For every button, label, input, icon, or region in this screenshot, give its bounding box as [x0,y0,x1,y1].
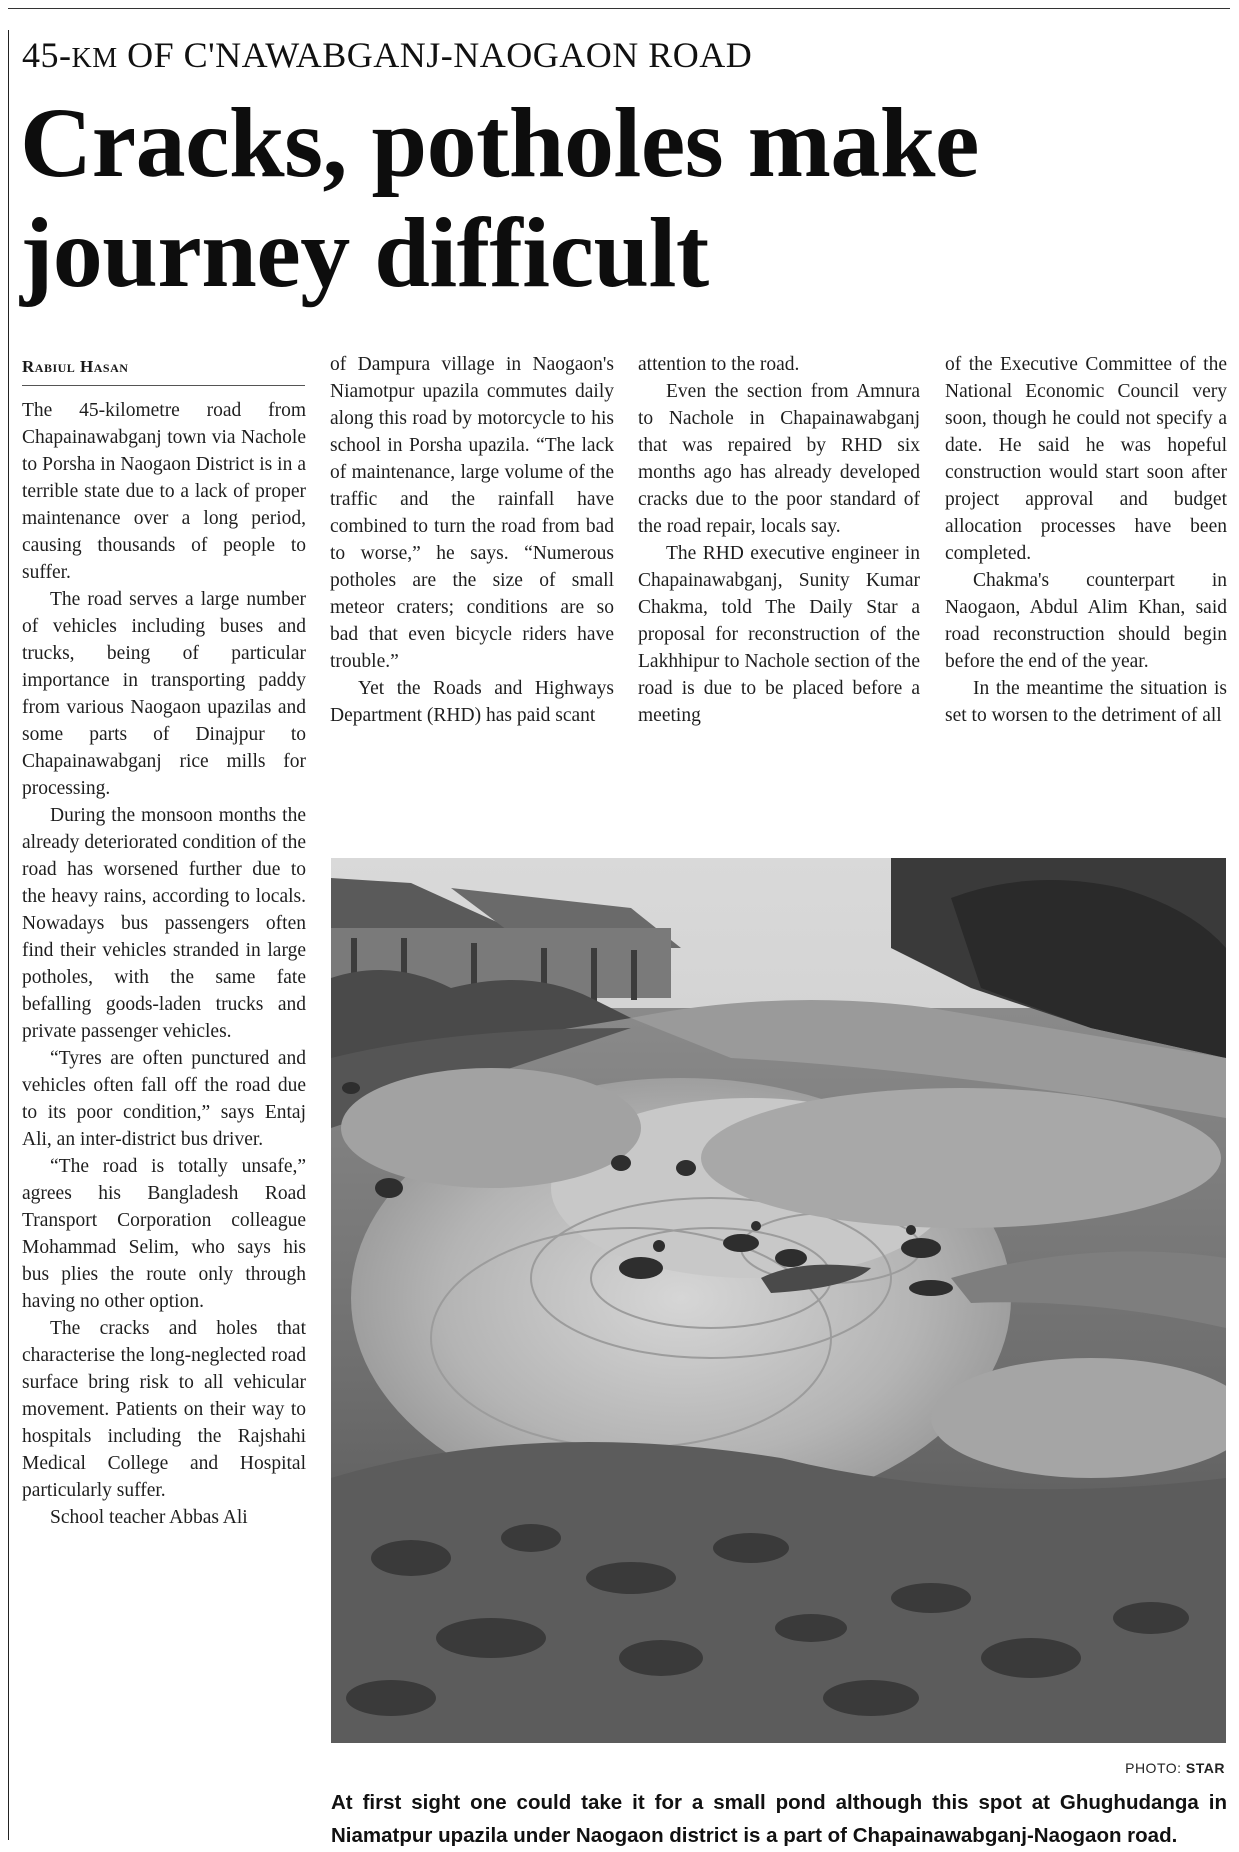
paragraph: The road serves a large number of vehicles including buses and trucks, being of particular importance in transporting paddy from various Naogaon upazilas and some parts of Dinajpur to Chapainawabganj rice mills for processing. [22,589,306,799]
column-3 [638,351,920,729]
paragraph: Even the section from Amnura to Nachole in Chapainawabganj that was repaired by RHD six months ago has already developed cracks due to the poor standard of the road repair, locals say. [638,381,920,537]
top-rule [8,8,1230,9]
byline: Rabiul Hasan [22,357,129,376]
paragraph: attention to the road. [638,354,800,375]
paragraph: In the meantime the situation is set to worsen to the detriment of all [945,678,1227,726]
paragraph: Yet the Roads and Highways Department (RHD) has paid scant [330,678,614,726]
paragraph: During the monsoon months the already deteriorated condition of the road has worsened further due to the heavy rains, according to locals. Nowadays bus passengers often find their vehicles stranded in large potholes, with the same fate befalling goods-laden trucks and private passenger vehicles. [22,805,306,1042]
kicker-lead: 45- [22,35,72,75]
byline-rule [22,385,305,386]
paragraph: The 45-kilometre road from Chapainawabganj town via Nachole to Porsha in Naogaon District is in a terrible state due to a lack of proper maintenance over a long period, causing thousands of people to suffer. [22,400,306,583]
kicker-km: KM [71,43,118,74]
paragraph: The RHD executive engineer in Chapainawabganj, Sunity Kumar Chakma, told The Daily Star a proposal for reconstruction of the Lakhhipur to Nachole section of the road is due to be placed before a meeting [638,543,920,726]
paragraph: The cracks and holes that characterise the long-neglected road surface bring risk to all vehicular movement. Patients on their way to hospitals including the Rajshahi Medical College and Hospital particularly suffer. [22,1318,306,1501]
column-1 [22,397,306,1531]
headline: Cracks, potholes make journey difficult [20,87,979,308]
paragraph: “The road is totally unsafe,” agrees his Bangladesh Road Transport Corporation colleague Mohammad Selim, who says his bus plies the route only through having no other option. [22,1156,306,1312]
paragraph: of the Executive Committee of the National Economic Council very soon, though he could not specify a date. He said he was hopeful construction would start soon after project approval and budget allocation processes have been completed. [945,354,1227,564]
kicker-rest: OF C'NAWABGANJ-NAOGAON ROAD [117,35,753,75]
paragraph: “Tyres are often punctured and vehicles often fall off the road due to its poor condition,” says Entaj Ali, an inter-district bus driver. [22,1048,306,1150]
kicker [22,34,752,76]
paragraph: of Dampura village in Naogaon's Niamotpur upazila commutes daily along this road by motorcycle to his school in Porsha upazila. “The lack of maintenance, large volume of the traffic and the rainfall have combined to turn the road from bad to worse,” he says. “Numerous potholes are the size of small meteor craters; conditions are so bad that even bicycle riders have trouble.” [330,354,614,672]
photo-credit [1125,1760,1225,1776]
column-2 [330,351,614,729]
photo-credit-source: STAR [1185,1760,1225,1776]
photo-caption: At first sight one could take it for a small pond although this spot at Ghughudanga in Niamatpur upazila under Naogaon district is a part of Chapainawabganj-Naogaon road. [331,1791,1227,1847]
paragraph: Chakma's counterpart in Naogaon, Abdul Alim Khan, said road reconstruction should begin before the end of the year. [945,570,1227,672]
news-photo [331,858,1226,1743]
paragraph: School teacher Abbas Ali [50,1507,248,1528]
left-column-rule [8,30,9,1840]
photo-credit-label: PHOTO: [1125,1760,1186,1776]
column-4 [945,351,1227,729]
